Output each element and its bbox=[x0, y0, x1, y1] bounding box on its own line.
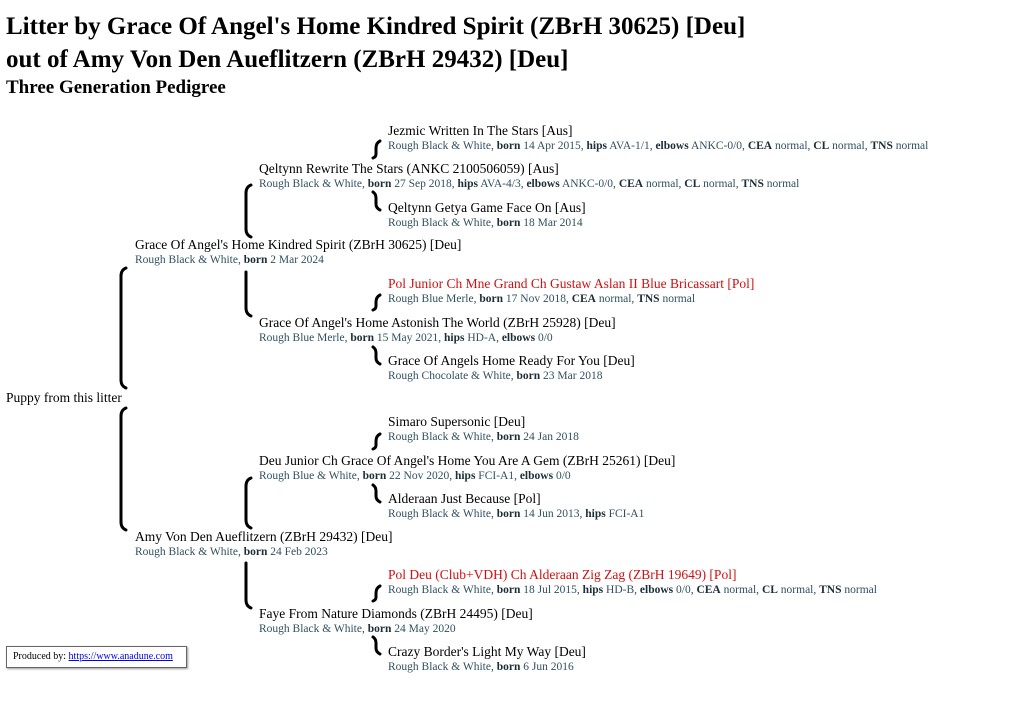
bracket-sd-d bbox=[373, 347, 380, 364]
dog-sire bbox=[135, 237, 461, 268]
dog-info: Rough Blue & White, born 22 Nov 2020, hips FCI-A1, elbows 0/0 bbox=[259, 470, 571, 482]
dog-name[interactable]: Grace Of Angels Home Ready For You [Deu] bbox=[388, 353, 635, 368]
dog-name[interactable]: Grace Of Angel's Home Kindred Spirit (ZBrH 30625) [Deu] bbox=[135, 237, 462, 252]
dog-name[interactable]: Pol Deu (Club+VDH) Ch Alderaan Zig Zag (ZBrH 19649) [Pol] bbox=[388, 567, 737, 582]
bracket-ds-s bbox=[373, 434, 380, 449]
dog-sire-dam-dam bbox=[388, 353, 635, 384]
dog-sire-sire bbox=[259, 161, 799, 192]
dog-info: Rough Blue Merle, born 15 May 2021, hips HD-A, elbows 0/0 bbox=[259, 332, 553, 344]
dog-dam-sire-sire bbox=[388, 414, 579, 445]
bracket-ss-d bbox=[373, 192, 380, 210]
dog-info: Rough Black & White, born 2 Mar 2024 bbox=[135, 254, 324, 266]
dog-name[interactable]: Alderaan Just Because [Pol] bbox=[388, 491, 541, 506]
dog-dam bbox=[135, 529, 392, 560]
dog-sire-dam bbox=[259, 315, 616, 346]
bracket-dd-d bbox=[373, 637, 380, 654]
dog-sire-sire-dam bbox=[388, 200, 586, 231]
bracket-dam-sire bbox=[246, 478, 251, 528]
dog-info: Rough Black & White, born 24 Feb 2023 bbox=[135, 546, 328, 558]
anadune-link[interactable]: https://www.anadune.com bbox=[68, 651, 173, 662]
title-line-2: out of Amy Von Den Aueflitzern (ZBrH 29432) [Deu] bbox=[6, 46, 569, 73]
dog-info: Rough Black & White, born 6 Jun 2016 bbox=[388, 661, 574, 673]
dog-info: Rough Blue Merle, born 17 Nov 2018, CEA normal, TNS normal bbox=[388, 293, 696, 305]
bracket-sd-s bbox=[373, 295, 380, 310]
dog-name[interactable]: Qeltynn Rewrite The Stars (ANKC 2100506059) [Aus] bbox=[259, 161, 559, 176]
dog-dam-sire bbox=[259, 453, 675, 484]
dog-name[interactable]: Pol Junior Ch Mne Grand Ch Gustaw Aslan II Blue Bricassart [Pol] bbox=[388, 276, 755, 291]
dog-info: Rough Black & White, born 24 May 2020 bbox=[259, 623, 456, 635]
dog-info: Rough Black & White, born 14 Apr 2015, hips AVA-1/1, elbows ANKC-0/0, CEA normal, CL normal, TNS normal bbox=[388, 140, 929, 152]
dog-dam-dam bbox=[259, 606, 533, 637]
dog-info: Rough Black & White, born 14 Jun 2013, hips FCI-A1 bbox=[388, 508, 645, 520]
pedigree-subtitle: Three Generation Pedigree bbox=[6, 77, 226, 98]
dog-name[interactable]: Faye From Nature Diamonds (ZBrH 24495) [Deu] bbox=[259, 606, 533, 621]
dog-dam-dam-dam bbox=[388, 644, 586, 675]
dog-info: Rough Black & White, born 27 Sep 2018, hips AVA-4/3, elbows ANKC-0/0, CEA normal, CL normal, TNS normal bbox=[259, 178, 800, 190]
puppy-from-litter: Puppy from this litter bbox=[6, 390, 122, 405]
dog-name[interactable]: Simaro Supersonic [Deu] bbox=[388, 414, 526, 429]
dog-name[interactable]: Grace Of Angel's Home Astonish The World (ZBrH 25928) [Deu] bbox=[259, 315, 616, 330]
bracket-sire-dam bbox=[246, 272, 251, 316]
bracket-sire-sire bbox=[246, 185, 251, 237]
dog-dam-dam-sire bbox=[388, 567, 877, 598]
dog-sire-sire-sire bbox=[388, 123, 928, 154]
produced-by-label: Produced by: bbox=[13, 651, 67, 662]
bracket-puppy-sire bbox=[121, 268, 126, 388]
produced-by-box bbox=[6, 646, 187, 668]
dog-info: Rough Black & White, born 18 Mar 2014 bbox=[388, 217, 583, 229]
dog-name[interactable]: Jezmic Written In The Stars [Aus] bbox=[388, 123, 573, 138]
dog-sire-dam-sire bbox=[388, 276, 754, 307]
dog-info: Rough Black & White, born 24 Jan 2018 bbox=[388, 431, 579, 443]
dog-info: Rough Black & White, born 18 Jul 2015, hips HD-B, elbows 0/0, CEA normal, CL normal, TNS normal bbox=[388, 584, 877, 596]
dog-name[interactable]: Crazy Border's Light My Way [Deu] bbox=[388, 644, 586, 659]
bracket-ss-s bbox=[373, 141, 380, 158]
bracket-dd-s bbox=[373, 586, 380, 601]
bracket-dam-dam bbox=[246, 563, 251, 608]
bracket-ds-d bbox=[373, 485, 380, 502]
dog-dam-sire-dam bbox=[388, 491, 644, 522]
dog-name[interactable]: Deu Junior Ch Grace Of Angel's Home You Are A Gem (ZBrH 25261) [Deu] bbox=[259, 453, 676, 468]
title-line-1: Litter by Grace Of Angel's Home Kindred Spirit (ZBrH 30625) [Deu] bbox=[6, 13, 746, 40]
dog-name[interactable]: Amy Von Den Aueflitzern (ZBrH 29432) [Deu] bbox=[135, 529, 393, 544]
dog-name[interactable]: Qeltynn Getya Game Face On [Aus] bbox=[388, 200, 586, 215]
dog-info: Rough Chocolate & White, born 23 Mar 2018 bbox=[388, 370, 603, 382]
bracket-puppy-dam bbox=[121, 408, 126, 530]
